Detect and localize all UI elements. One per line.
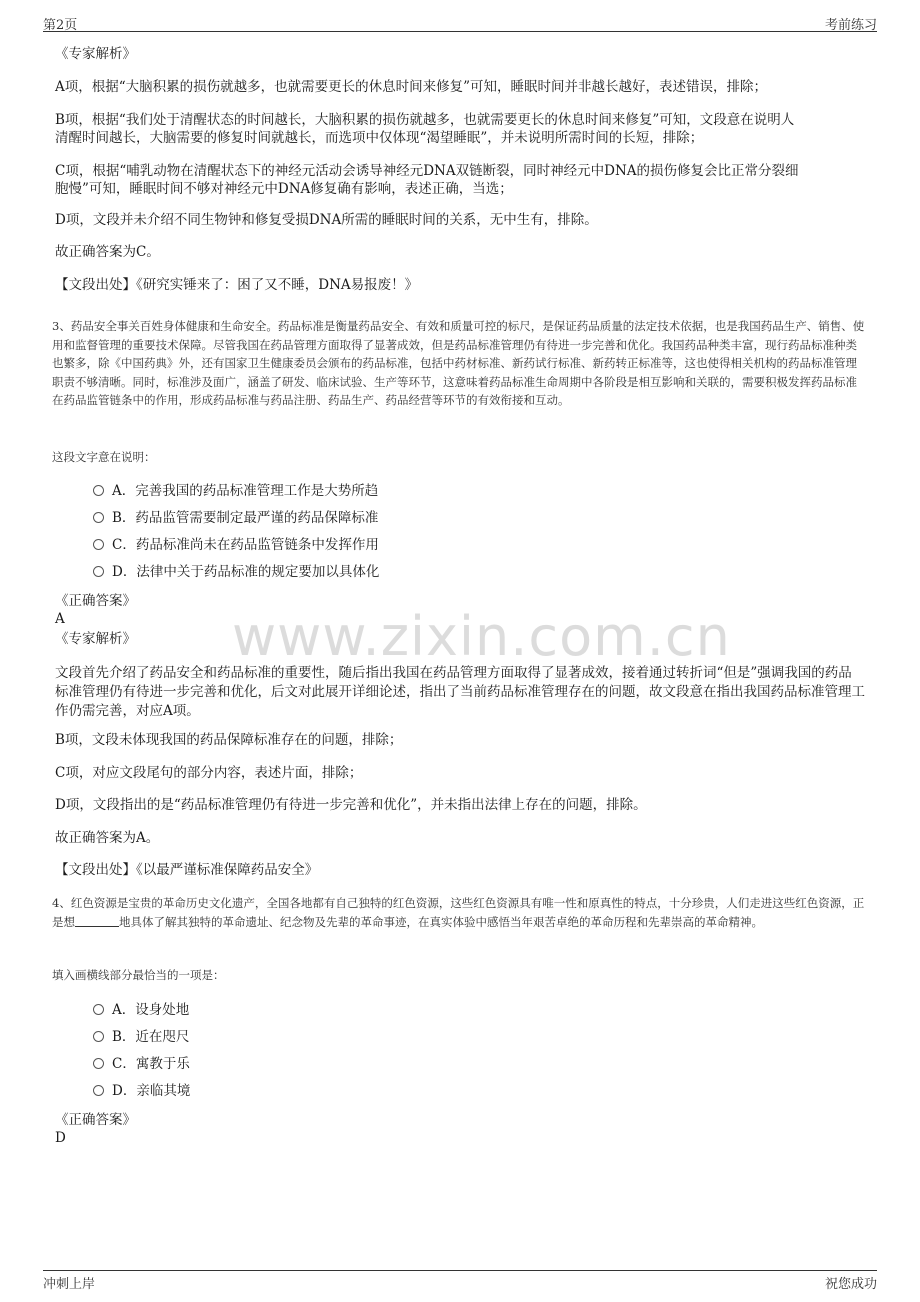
analysis-option-d: D项，文段指出的是“药品标准管理仍有待进一步完善和优化”，并未指出法律上存在的问题，排除。 bbox=[55, 797, 647, 813]
question-3-option-d[interactable]: D．法律中关于药品标准的规定要加以具体化 bbox=[93, 563, 379, 581]
analysis-option-b: B项，文段未体现我国的药品保障标准存在的问题，排除； bbox=[55, 732, 403, 748]
page-number: 第2页 bbox=[43, 18, 78, 33]
footer-divider bbox=[43, 1270, 877, 1271]
question-3-option-b[interactable]: B．药品监管需要制定最严谨的药品保障标准 bbox=[93, 509, 378, 527]
analysis-label: 《专家解析》 bbox=[55, 631, 136, 647]
analysis-option-b-line2: 清醒时间越长，大脑需要的修复时间就越长，而选项中仅体现“渴望睡眠”，并未说明所需时间的长短，排除； bbox=[55, 130, 704, 146]
radio-button-icon[interactable] bbox=[93, 566, 104, 577]
question-4-option-c[interactable]: C．寓教于乐 bbox=[93, 1055, 190, 1073]
correct-answer-letter: D bbox=[55, 1130, 66, 1146]
question-3-passage: 3、药品安全事关百姓身体健康和生命安全。药品标准是衡量药品安全、有效和质量可控的标尺，是保证药品质量的法定技术依据，也是我国药品生产、销售、使用和监督管理的重要技术保障。尽管我国在药品管理方面取得了显著成效，但是药品标准管理仍有待进一步完善和优化。我国药品种类丰富，现行药品标准种类也繁多，除《中国药典》外，还有国家卫生健康委员会颁布的药品标准，包括中药材标准、新药试行标准、新药转正标准等，这也使得相关机构的药品标准管理职责不够清晰。同时，标准涉及面广，涵盖了研发、临床试验、生产等环节，这意味着药品标准生命周期中各阶段是相互影响和关联的，需要积极发挥药品标准在药品监管链条中的作用，形成药品标准与药品注册、药品生产、药品经营等环节的有效衔接和互动。 bbox=[52, 319, 865, 407]
radio-button-icon[interactable] bbox=[93, 1004, 104, 1015]
header-title: 考前练习 bbox=[824, 18, 877, 33]
watermark: www.zixin.com.cn bbox=[232, 605, 731, 668]
answer-statement: 故正确答案为C。 bbox=[55, 244, 160, 260]
analysis-explanation: 文段首先介绍了药品安全和药品标准的重要性，随后指出我国在药品管理方面取得了显著成效，接着通过转折词“但是”强调我国的药品标准管理仍有待进一步完善和优化，后文对此展开详细论述，指出了当前药品标准管理存在的问题，故文段意在指出我国药品标准管理工作仍需完善，对应A项。 bbox=[55, 665, 865, 719]
question-3-option-c[interactable]: C．药品标准尚未在药品监管链条中发挥作用 bbox=[93, 536, 379, 554]
question-4-option-b[interactable]: B．近在咫尺 bbox=[93, 1028, 189, 1046]
question-4-passage: 4、红色资源是宝贵的革命历史文化遗产，全国各地都有自己独特的红色资源，这些红色资源具有唯一性和原真性的特点，十分珍贵，人们走进这些红色资源，正是想 地具体了解其独特的革命遗址、纪念物及先辈的革命事迹，在真实体验中感悟当年艰苦卓绝的革命历程和先辈崇高的革命精神。 bbox=[52, 896, 865, 929]
radio-button-icon[interactable] bbox=[93, 539, 104, 550]
radio-button-icon[interactable] bbox=[93, 485, 104, 496]
correct-answer-label: 《正确答案》 bbox=[55, 1112, 136, 1128]
question-3-option-a[interactable]: A．完善我国的药品标准管理工作是大势所趋 bbox=[93, 482, 378, 500]
analysis-option-c-line2: 胞慢”可知，睡眠时间不够对神经元中DNA修复确有影响，表述正确，当选； bbox=[55, 181, 513, 197]
footer-right-text: 祝您成功 bbox=[824, 1277, 877, 1292]
analysis-option-d: D项，文段并未介绍不同生物钟和修复受损DNA所需的睡眠时间的关系，无中生有，排除。 bbox=[55, 212, 598, 228]
question-4-option-a[interactable]: A．设身处地 bbox=[93, 1001, 189, 1019]
question-4-prompt: 填入画横线部分最恰当的一项是： bbox=[52, 968, 225, 982]
footer-left-text: 冲刺上岸 bbox=[43, 1277, 96, 1292]
analysis-label: 《专家解析》 bbox=[55, 46, 136, 62]
page-header bbox=[43, 14, 877, 32]
question-3-prompt: 这段文字意在说明： bbox=[52, 450, 156, 464]
analysis-option-b-line1: B项，根据“我们处于清醒状态的时间越长，大脑积累的损伤就越多，也就需要更长的休息时间来修复”可知，文段意在说明人 bbox=[55, 112, 795, 128]
radio-button-icon[interactable] bbox=[93, 1031, 104, 1042]
page-footer bbox=[43, 1273, 877, 1291]
radio-button-icon[interactable] bbox=[93, 1058, 104, 1069]
analysis-option-c: C项，对应文段尾句的部分内容，表述片面，排除； bbox=[55, 765, 363, 781]
answer-statement: 故正确答案为A。 bbox=[55, 830, 160, 846]
question-4-option-d[interactable]: D．亲临其境 bbox=[93, 1082, 190, 1100]
correct-answer-letter: A bbox=[55, 611, 65, 627]
source-citation: 【文段出处】《研究实锤来了：困了又不睡，DNA易报废！》 bbox=[55, 277, 419, 293]
source-citation: 【文段出处】《以最严谨标准保障药品安全》 bbox=[55, 862, 319, 878]
correct-answer-label: 《正确答案》 bbox=[55, 593, 136, 609]
radio-button-icon[interactable] bbox=[93, 1085, 104, 1096]
fill-in-blank bbox=[75, 915, 119, 927]
analysis-option-a: A项，根据“大脑积累的损伤就越多，也就需要更长的休息时间来修复”可知，睡眠时间并非越长越好，表述错误，排除； bbox=[55, 79, 768, 95]
header-divider bbox=[43, 31, 877, 32]
analysis-option-c-line1: C项，根据“哺乳动物在清醒状态下的神经元活动会诱导神经元DNA双链断裂，同时神经元中DNA的损伤修复会比正常分裂细 bbox=[55, 163, 799, 179]
radio-button-icon[interactable] bbox=[93, 512, 104, 523]
